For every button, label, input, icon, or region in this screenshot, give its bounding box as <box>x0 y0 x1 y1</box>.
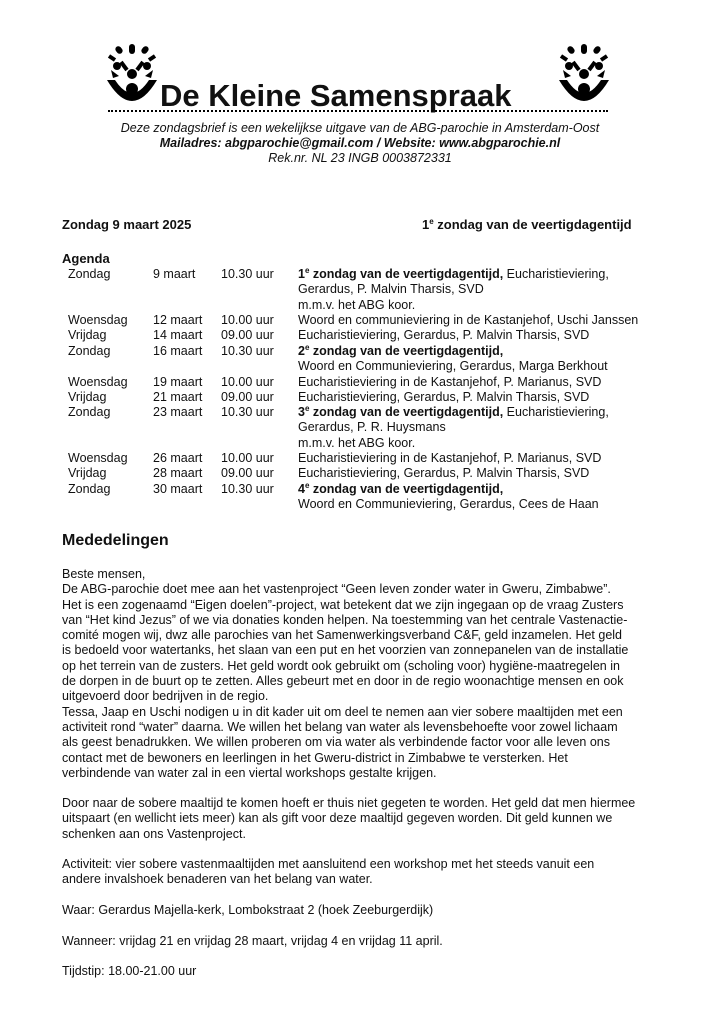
liturgical-sunday: 1e zondag van de veertigdagentijd <box>422 217 632 232</box>
agenda-description-line: Eucharistieviering, Gerardus, P. Malvin Tharsis, SVD <box>298 328 590 342</box>
agenda-description-line: Eucharistieviering, Gerardus, P. Malvin Tharsis, SVD <box>298 390 590 404</box>
agenda-date: 16 maart <box>153 344 203 358</box>
agenda-day: Vrijdag <box>68 390 107 404</box>
agenda-date: 19 maart <box>153 375 203 389</box>
paragraph-line: contact met de bewoners en leerlingen in het Gweru-district in Zimbabwe te versterken. Het <box>62 750 568 765</box>
agenda-date: 21 maart <box>153 390 203 404</box>
bank-account: Rek.nr. NL 23 INGB 0003872331 <box>268 151 452 165</box>
agenda-description-line: Eucharistieviering in de Kastanjehof, P. Marianus, SVD <box>298 375 602 389</box>
agenda-description <box>298 344 608 375</box>
agenda-time: 10.00 uur <box>221 375 274 389</box>
paragraph-line: schenken aan ons Vastenproject. <box>62 826 246 841</box>
agenda-description-line: Eucharistieviering, Gerardus, P. Malvin Tharsis, SVD <box>298 466 590 480</box>
agenda-description-line: Woord en Communieviering, Gerardus, Marga Berkhout <box>298 359 608 374</box>
agenda-time: 10.00 uur <box>221 313 274 327</box>
paragraph-line: Tessa, Jaap en Uschi nodigen u in dit kader uit om deel te nemen aan vier sobere maaltijden met een <box>62 704 623 719</box>
paragraph-line: comité mogen wij, dwz alle parochies van het Samenwerkingsverband C&F, geld inzamelen. Het geld <box>62 628 623 643</box>
agenda-day: Vrijdag <box>68 466 107 480</box>
paragraph-line: uitgevoerd door bedrijven in de regio. <box>62 689 269 704</box>
agenda-description <box>298 313 638 328</box>
agenda-description <box>298 482 599 513</box>
tagline: Deze zondagsbrief is een wekelijkse uitgave van de ABG-parochie in Amsterdam-Oost <box>120 121 600 135</box>
agenda-description-line: 2e zondag van de veertigdagentijd, <box>298 343 504 358</box>
agenda-description-line: m.m.v. het ABG koor. <box>298 297 416 312</box>
paragraph-line: Beste mensen, <box>62 567 146 581</box>
agenda-description-line: Woord en communieviering in de Kastanjehof, Uschi Janssen <box>298 313 639 327</box>
parish-logo-right <box>555 44 613 114</box>
agenda-description <box>298 328 589 343</box>
paragraph-line: verbindende van water zal in een viertal workshops gestalte krijgen. <box>62 765 437 780</box>
parish-logo-left <box>103 44 161 114</box>
agenda-description-line: Woord en Communieviering, Gerardus, Cees de Haan <box>298 497 599 512</box>
agenda-description <box>298 390 589 405</box>
agenda-date: 30 maart <box>153 482 203 496</box>
agenda-day: Zondag <box>68 405 111 419</box>
paragraph-line: als geest benadrukken. We willen proberen om via water als verbindende factor voor alle leven ons <box>62 735 610 750</box>
agenda-description <box>298 466 589 481</box>
agenda-time: 09.00 uur <box>221 328 274 342</box>
mededelingen-heading: Mededelingen <box>62 532 169 549</box>
agenda-time: 10.30 uur <box>221 267 274 281</box>
paragraph-line: De ABG-parochie doet mee aan het vastenproject “Geen leven zonder water in Gweru, Zimbabwe”. <box>62 582 611 597</box>
agenda-description-line: 1e zondag van de veertigdagentijd, Eucharistieviering, <box>298 266 609 281</box>
paragraph-line: de dorpen in de buurt op te zetten. Alles gebeurt met en door in de regio woonachtige mensen en ook <box>62 674 624 689</box>
agenda-date: 9 maart <box>153 267 196 281</box>
agenda-date: 28 maart <box>153 466 203 480</box>
newsletter-title: De Kleine Samenspraak <box>160 78 512 113</box>
agenda-description-line: Eucharistieviering in de Kastanjehof, P. Marianus, SVD <box>298 451 602 465</box>
agenda-day: Vrijdag <box>68 328 107 342</box>
announcement-paragraph-2 <box>62 796 659 842</box>
paragraph-line: Het is een zogenaamd “Eigen doelen”-project, wat betekent dat we zijn ingegaan op de vraag Zusters <box>62 597 624 612</box>
paragraph-line: van “Het kind Jezus” of we via donaties konden helpen. Na toestemming van het centrale Vastenactie- <box>62 612 628 627</box>
paragraph-line: andere invalshoek benaderen van het belang van water. <box>62 872 373 887</box>
agenda-day: Zondag <box>68 267 111 281</box>
agenda-day: Zondag <box>68 344 111 358</box>
paragraph-line: is bedoeld voor watertanks, het slaan van een put en het voorzien van zonnepanelen van de installatie <box>62 643 629 658</box>
agenda-day: Woensdag <box>68 375 128 389</box>
agenda-description-line: 3e zondag van de veertigdagentijd, Eucharistieviering, <box>298 404 609 419</box>
agenda-day: Woensdag <box>68 451 128 465</box>
paragraph-line: activiteit rond “water” daarna. We willen het belang van water als levensbehoefte voor zowel lichaam <box>62 719 618 734</box>
agenda-day: Zondag <box>68 482 111 496</box>
agenda-date: 23 maart <box>153 405 203 419</box>
paragraph-line: uitspaart (en wellicht iets meer) kan als gift voor deze maaltijd gegeven worden. Dit geld kunnen we <box>62 811 613 826</box>
agenda-description <box>298 375 601 390</box>
paragraph-line: Activiteit: vier sobere vastenmaaltijden met aansluitend een workshop met het steeds vanuit een <box>62 857 595 871</box>
agenda-time: 10.30 uur <box>221 344 274 358</box>
agenda-time: 09.00 uur <box>221 390 274 404</box>
time-line: Tijdstip: 18.00-21.00 uur <box>62 964 197 978</box>
agenda-date: 14 maart <box>153 328 203 342</box>
title-underline <box>108 110 608 112</box>
paragraph-line: op het terrein van de zusters. Het geld wordt ook gebruikt om (scholing voor) hygiëne-maatregelen in <box>62 658 620 673</box>
agenda-description <box>298 451 601 466</box>
agenda-time: 09.00 uur <box>221 466 274 480</box>
paragraph-line: Door naar de sobere maaltijd te komen hoeft er thuis niet gegeten te worden. Het geld dat men hiermee <box>62 796 636 810</box>
agenda-time: 10.00 uur <box>221 451 274 465</box>
agenda-heading: Agenda <box>62 251 110 266</box>
dates-line: Wanneer: vrijdag 21 en vrijdag 28 maart, vrijdag 4 en vrijdag 11 april. <box>62 934 443 948</box>
agenda-time: 10.30 uur <box>221 482 274 496</box>
agenda-time: 10.30 uur <box>221 405 274 419</box>
agenda-date: 12 maart <box>153 313 203 327</box>
contact-line: Mailadres: abgparochie@gmail.com / Website: www.abgparochie.nl <box>159 136 561 150</box>
announcement-paragraph-3 <box>62 857 659 888</box>
agenda-day: Woensdag <box>68 313 128 327</box>
location-line: Waar: Gerardus Majella-kerk, Lombokstraat 2 (hoek Zeeburgerdijk) <box>62 903 434 917</box>
agenda-description <box>298 405 609 451</box>
agenda-description-line: 4e zondag van de veertigdagentijd, <box>298 481 504 496</box>
agenda-description-line: Gerardus, P. R. Huysmans <box>298 420 446 435</box>
agenda-date: 26 maart <box>153 451 203 465</box>
agenda-description-line: Gerardus, P. Malvin Tharsis, SVD <box>298 282 484 297</box>
agenda-description-line: m.m.v. het ABG koor. <box>298 435 416 450</box>
issue-date: Zondag 9 maart 2025 <box>62 217 192 232</box>
announcement-paragraph-1 <box>62 567 659 781</box>
agenda-description <box>298 267 609 313</box>
